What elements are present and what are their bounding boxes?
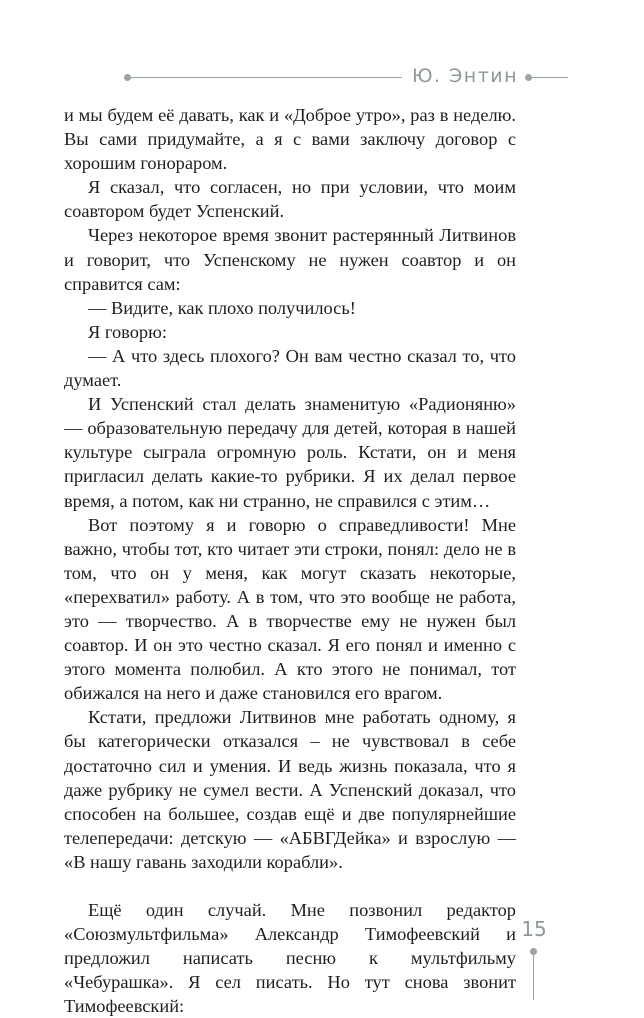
paragraph-7: И Успенский стал делать знаменитую «Радионяню» — образовательную передачу для детей, которая в нашей культуре сыграла огромную роль. Кстати, он и меня пригласил делать какие-то рубрики. Я их делал первое время, а потом, как ни странно, не справился с этим… — [64, 394, 516, 511]
paragraph-5: Я говорю: — [88, 321, 167, 342]
paragraph-2: Я сказал, что согласен, но при условии, что моим соавтором будет Успенский. — [64, 177, 516, 222]
text-block — [64, 103, 516, 1018]
header-rule-right — [528, 77, 568, 78]
paragraph-8: Вот поэтому я и говорю о справедливости! Мне важно, чтобы тот, кто читает эти строки, понял: дело не в том, что он у меня, как могут сказать некоторые, «перехватил» работу. А в том, что это вообще не работа, это — творчество. А в творчестве ему не нужен был соавтор. И он это честно сказал. Я его понял и именно с этого момента полюбил. А кто этого не понимал, тот обижался на него и даже становился его врагом. — [64, 514, 516, 704]
paragraph-9: Кстати, предложи Литвинов мне работать одному, я бы категорически отказался – не чувствовал в себе достаточно сил и умения. И ведь жизнь показала, что я даже рубрику не сумел вести. А Успенский доказал, что способен на большее, создав ещё и две популярнейшие телепередачи: детскую — «АБВГДейка» и взрослую — «В нашу гавань заходили корабли». — [64, 707, 516, 872]
header-ornament-dot-left — [124, 74, 131, 81]
paragraph-6: — А что здесь плохого? Он вам честно сказал то, что думает. — [64, 345, 516, 391]
paragraph-1: и мы будем её давать, как и «Доброе утро», раз в неделю. Вы сами придумайте, а я с вами заключу договор с хорошим гонораром. — [64, 105, 516, 174]
paragraph-10: Ещё один случай. Мне позвонил редактор «Союзмультфильма» Александр Тимофеевский и предложил написать песню к мультфильму «Чебурашка». Я сел писать. Но тут снова звонит Тимофеевский: — [64, 900, 516, 1017]
running-head: Ю. Энтин — [411, 65, 519, 87]
page-number: 15 — [521, 917, 547, 941]
paragraph-4: — Видите, как плохо получилось! — [88, 297, 356, 318]
page-number-rule — [533, 954, 534, 1000]
header-rule-left — [128, 77, 402, 78]
paragraph-3: Через некоторое время звонит растерянный Литвинов и говорит, что Успенскому не нужен соавтор и он справится сам: — [64, 225, 516, 294]
